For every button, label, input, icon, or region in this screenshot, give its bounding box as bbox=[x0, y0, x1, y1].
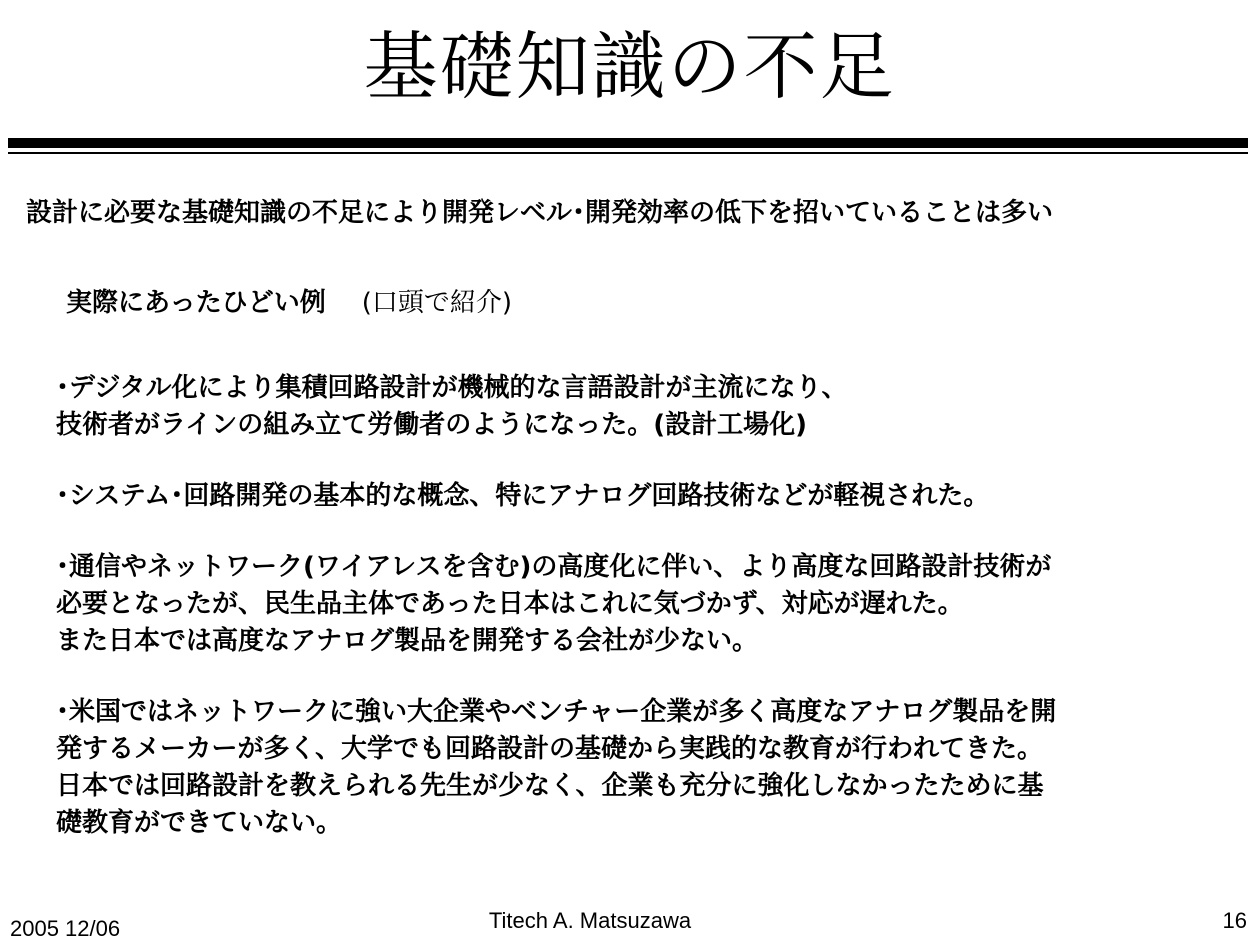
lead-statement: 設計に必要な基礎知識の不足により開発レベル･開発効率の低下を招いていることは多い bbox=[26, 198, 1054, 228]
bullet-line: ･通信やネットワーク(ワイアレスを含む)の高度化に伴い、より高度な回路設計技術が bbox=[56, 552, 1052, 582]
bullet-item-3 bbox=[56, 549, 1246, 660]
footer-date: 2005 12/06 bbox=[10, 916, 121, 941]
bullet-item-2 bbox=[56, 478, 1246, 515]
bullet-line: ･システム･回路開発の基本的な概念、特にアナログ回路技術などが軽視された。 bbox=[56, 481, 990, 511]
title-divider-thick bbox=[8, 138, 1248, 148]
bullet-line: 発するメーカーが多く、大学でも回路設計の基礎から実践的な教育が行われてきた。 bbox=[56, 734, 1043, 764]
bullet-line: また日本では高度なアナログ製品を開発する会社が少ない。 bbox=[56, 626, 759, 656]
page-number: 16 bbox=[1222, 908, 1247, 933]
slide-title: 基礎知識の不足 bbox=[363, 24, 896, 110]
footer-author: Titech A. Matsuzawa bbox=[488, 908, 692, 933]
examples-subheading bbox=[66, 285, 512, 321]
bullet-line: ･米国ではネットワークに強い大企業やベンチャー企業が多く高度なアナログ製品を開 bbox=[56, 697, 1057, 727]
bullet-item-1 bbox=[56, 370, 1246, 444]
subheading-main: 実際にあったひどい例 bbox=[66, 288, 326, 318]
bullet-line: 礎教育ができていない。 bbox=[56, 808, 343, 838]
bullet-line: 必要となったが、民生品主体であった日本はこれに気づかず、対応が遅れた。 bbox=[56, 589, 964, 619]
bullet-list bbox=[56, 370, 1246, 876]
title-divider-thin bbox=[8, 152, 1248, 154]
bullet-item-4 bbox=[56, 694, 1246, 842]
bullet-line: 技術者がラインの組み立て労働者のようになった。(設計工場化) bbox=[56, 410, 807, 440]
bullet-line: 日本では回路設計を教えられる先生が少なく、企業も充分に強化しなかったために基 bbox=[56, 771, 1044, 801]
bullet-line: ･デジタル化により集積回路設計が機械的な言語設計が主流になり、 bbox=[56, 373, 848, 403]
subheading-note: (口頭で紹介) bbox=[361, 288, 513, 318]
